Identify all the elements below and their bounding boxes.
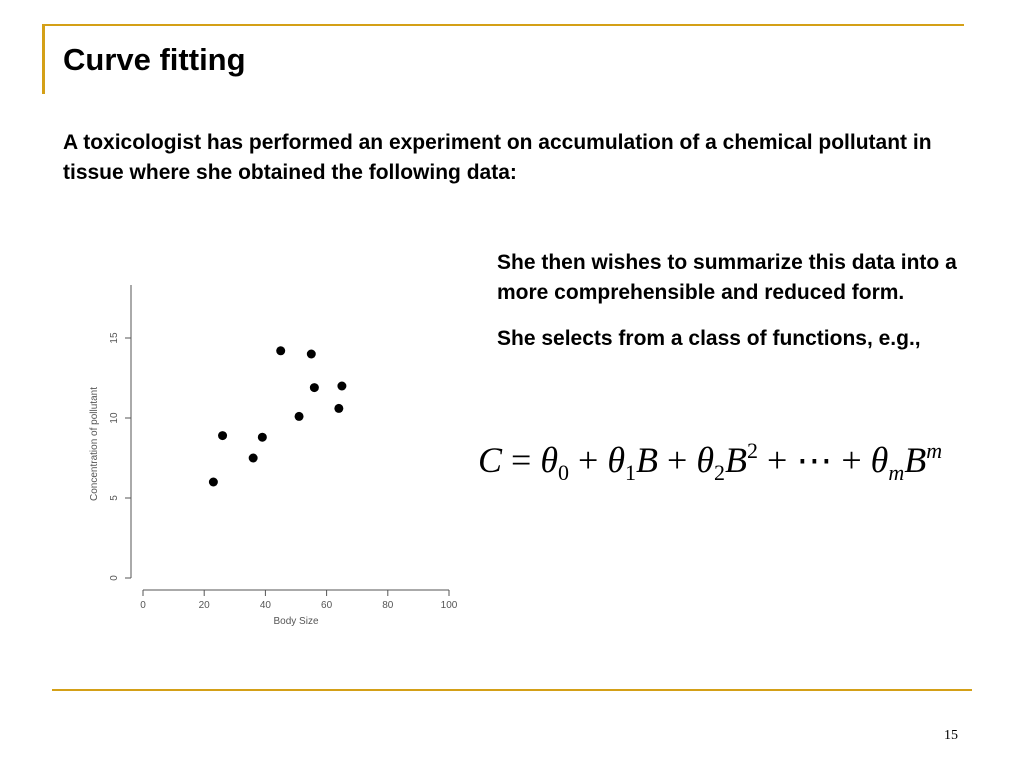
- formula-sub-m: m: [888, 460, 905, 485]
- data-point: [307, 350, 316, 359]
- formula-equals: =: [511, 440, 532, 480]
- formula-pow-m: m: [926, 438, 943, 463]
- formula-theta-2: θ: [696, 440, 715, 480]
- scatter-chart: [70, 270, 470, 640]
- paragraph-functions: She selects from a class of functions, e.g.,: [497, 327, 921, 350]
- data-point: [218, 431, 227, 440]
- y-tick-label: 5: [109, 495, 120, 501]
- y-tick-label: 0: [109, 575, 120, 581]
- data-point: [249, 454, 258, 463]
- formula-plus-1: +: [578, 440, 599, 480]
- slide-title: Curve fitting: [63, 42, 246, 77]
- x-tick-label: 80: [382, 600, 394, 611]
- y-tick-label: 10: [109, 412, 120, 424]
- x-tick-label: 20: [198, 600, 210, 611]
- formula-b-m: B: [904, 440, 927, 480]
- formula-sub-2: 2: [714, 460, 726, 485]
- data-point: [258, 433, 267, 442]
- x-tick-label: 40: [259, 600, 271, 611]
- data-point: [334, 404, 343, 413]
- formula-sub-0: 0: [558, 460, 570, 485]
- formula-sub-1: 1: [625, 460, 637, 485]
- formula-plus-3: +: [767, 440, 788, 480]
- formula-theta-1: θ: [607, 440, 626, 480]
- x-tick-label: 0: [140, 600, 146, 611]
- paragraph-summarize: She then wishes to summarize this data into a more comprehensible and reduced form.: [497, 251, 957, 304]
- formula-plus-2: +: [667, 440, 688, 480]
- x-axis-label: Body Size: [273, 616, 319, 627]
- formula-lhs: C: [478, 440, 503, 480]
- footer-accent-line: [52, 689, 972, 691]
- y-axis-label: Concentration of pollutant: [89, 387, 100, 501]
- page-number: 15: [944, 728, 958, 743]
- intro-text: A toxicologist has performed an experiment on accumulation of a chemical pollutant in tissue where she obtained the following data:: [63, 131, 932, 184]
- formula-plus-4: +: [841, 440, 862, 480]
- formula-b-2: B: [725, 440, 748, 480]
- polynomial-formula: [478, 426, 942, 498]
- formula-pow-2: 2: [747, 438, 759, 463]
- y-tick-label: 15: [109, 332, 120, 344]
- formula-theta-m: θ: [870, 440, 889, 480]
- formula-theta-0: θ: [540, 440, 559, 480]
- data-point: [276, 346, 285, 355]
- data-point: [337, 382, 346, 391]
- data-point: [310, 383, 319, 392]
- formula-b-1: B: [636, 440, 659, 480]
- title-accent-bar: [42, 24, 45, 94]
- top-accent-line: [42, 24, 964, 26]
- explanation-block: [497, 248, 967, 370]
- formula-ellipsis: ⋯: [796, 440, 833, 480]
- x-tick-label: 60: [321, 600, 333, 611]
- data-point: [209, 478, 218, 487]
- x-tick-label: 100: [440, 600, 458, 611]
- data-point: [295, 412, 304, 421]
